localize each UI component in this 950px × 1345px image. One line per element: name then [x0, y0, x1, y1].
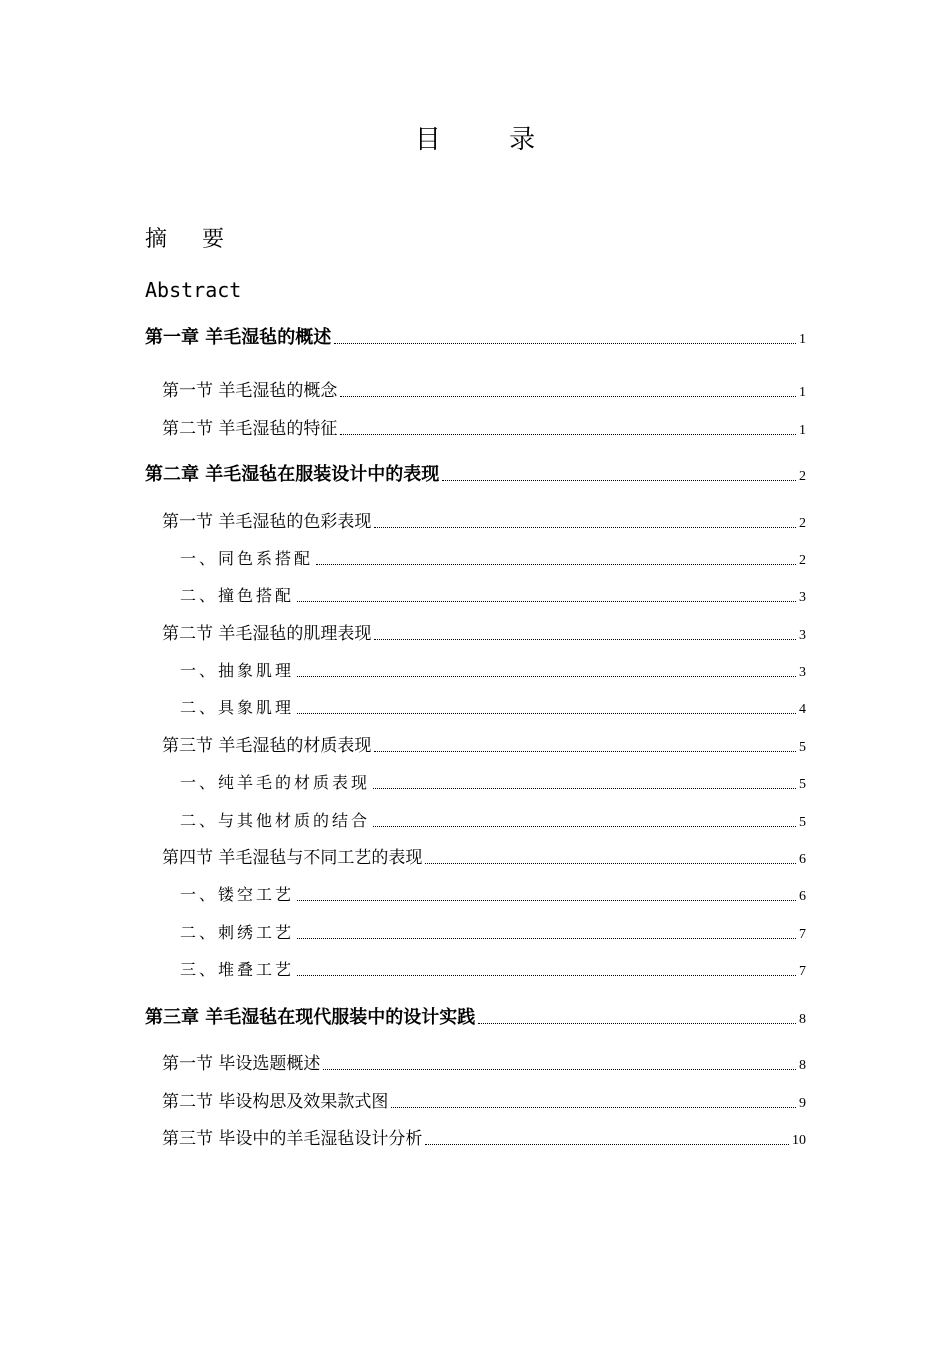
toc-page-number: 1	[799, 385, 806, 400]
toc-entry-chapter-3[interactable]	[145, 1005, 806, 1029]
toc-entry-label: 第一章 羊毛湿毡的概述	[145, 327, 332, 348]
toc-leader-dots	[374, 751, 796, 752]
toc-page-number: 1	[799, 332, 806, 347]
toc-entry-label: 一、抽象肌理	[180, 661, 295, 680]
toc-entry-label: 第二节 毕设构思及效果款式图	[162, 1092, 389, 1112]
toc-entry-chapter-2[interactable]	[145, 462, 806, 486]
toc-entry-label: 三、堆叠工艺	[180, 960, 295, 979]
toc-entry-label: 第一节 羊毛湿毡的色彩表现	[162, 512, 372, 532]
toc-entry-label: 第二节 羊毛湿毡的特征	[162, 419, 338, 439]
toc-entry-subsection[interactable]	[180, 695, 806, 719]
toc-leader-dots	[334, 343, 796, 344]
toc-entry-section[interactable]	[162, 378, 806, 402]
toc-leader-dots	[323, 1069, 796, 1070]
toc-entry-subsection[interactable]	[180, 583, 806, 607]
toc-entry-section[interactable]	[162, 1089, 806, 1113]
toc-entry-label: 第三节 毕设中的羊毛湿毡设计分析	[162, 1129, 423, 1149]
toc-leader-dots	[425, 863, 796, 864]
abstract-en-heading[interactable]: Abstract	[145, 278, 242, 302]
toc-leader-dots	[297, 601, 796, 602]
toc-entry-subsection[interactable]	[180, 957, 806, 981]
toc-entry-subsection[interactable]	[180, 920, 806, 944]
toc-entry-label: 一、纯羊毛的材质表现	[180, 773, 371, 792]
toc-leader-dots	[340, 396, 796, 397]
toc-entry-section[interactable]	[162, 1051, 806, 1075]
toc-page-number: 3	[799, 628, 806, 643]
toc-entry-label: 一、同色系搭配	[180, 549, 314, 568]
toc-entry-section[interactable]	[162, 845, 806, 869]
toc-leader-dots	[297, 938, 796, 939]
abstract-zh-heading[interactable]: 摘 要	[145, 227, 238, 252]
toc-entry-label: 二、具象肌理	[180, 698, 295, 717]
toc-page-number: 5	[799, 740, 806, 755]
toc-entry-section[interactable]	[162, 1126, 806, 1150]
toc-leader-dots	[297, 676, 796, 677]
toc-entry-label: 二、与其他材质的结合	[180, 811, 371, 830]
toc-page-number: 7	[799, 927, 806, 942]
toc-entry-label: 第四节 羊毛湿毡与不同工艺的表现	[162, 848, 423, 868]
toc-page-number: 2	[799, 516, 806, 531]
toc-leader-dots	[374, 639, 796, 640]
toc-page-number: 2	[799, 553, 806, 568]
toc-leader-dots	[316, 564, 796, 565]
toc-entry-subsection[interactable]	[180, 808, 806, 832]
toc-entry-label: 第一节 羊毛湿毡的概念	[162, 381, 338, 401]
toc-entry-label: 一、镂空工艺	[180, 885, 295, 904]
toc-entry-subsection[interactable]	[180, 546, 806, 570]
toc-entry-label: 二、撞色搭配	[180, 586, 295, 605]
toc-page-number: 5	[799, 815, 806, 830]
toc-leader-dots	[425, 1144, 789, 1145]
toc-entry-section[interactable]	[162, 509, 806, 533]
toc-entry-section[interactable]	[162, 416, 806, 440]
toc-leader-dots	[478, 1023, 796, 1024]
toc-page-number: 2	[799, 469, 806, 484]
toc-page-number: 3	[799, 665, 806, 680]
toc-entry-subsection[interactable]	[180, 770, 806, 794]
toc-leader-dots	[373, 788, 796, 789]
toc-entry-subsection[interactable]	[180, 658, 806, 682]
toc-page-number: 9	[799, 1096, 806, 1111]
toc-page-number: 8	[799, 1012, 806, 1027]
toc-entry-section[interactable]	[162, 621, 806, 645]
toc-page-number: 1	[799, 423, 806, 438]
toc-entry-label: 第二节 羊毛湿毡的肌理表现	[162, 624, 372, 644]
toc-page-number: 6	[799, 889, 806, 904]
toc-leader-dots	[297, 975, 796, 976]
toc-title: 目 录	[414, 125, 566, 155]
toc-page-number: 4	[799, 702, 806, 717]
toc-entry-subsection[interactable]	[180, 882, 806, 906]
toc-page-number: 10	[792, 1133, 806, 1148]
toc-leader-dots	[373, 826, 796, 827]
toc-entry-label: 第一节 毕设选题概述	[162, 1054, 321, 1074]
toc-entry-section[interactable]	[162, 733, 806, 757]
toc-leader-dots	[297, 900, 796, 901]
toc-entry-label: 二、刺绣工艺	[180, 923, 295, 942]
toc-leader-dots	[340, 434, 796, 435]
toc-leader-dots	[297, 713, 796, 714]
toc-entry-chapter-1[interactable]	[145, 325, 806, 349]
toc-page-number: 3	[799, 590, 806, 605]
toc-entry-label: 第三章 羊毛湿毡在现代服装中的设计实践	[145, 1007, 476, 1028]
toc-leader-dots	[442, 480, 796, 481]
toc-page-number: 7	[799, 964, 806, 979]
toc-entry-label: 第二章 羊毛湿毡在服装设计中的表现	[145, 464, 440, 485]
toc-page-number: 8	[799, 1058, 806, 1073]
toc-page-number: 6	[799, 852, 806, 867]
toc-entry-label: 第三节 羊毛湿毡的材质表现	[162, 736, 372, 756]
toc-leader-dots	[374, 527, 796, 528]
toc-leader-dots	[391, 1107, 796, 1108]
toc-page-number: 5	[799, 777, 806, 792]
